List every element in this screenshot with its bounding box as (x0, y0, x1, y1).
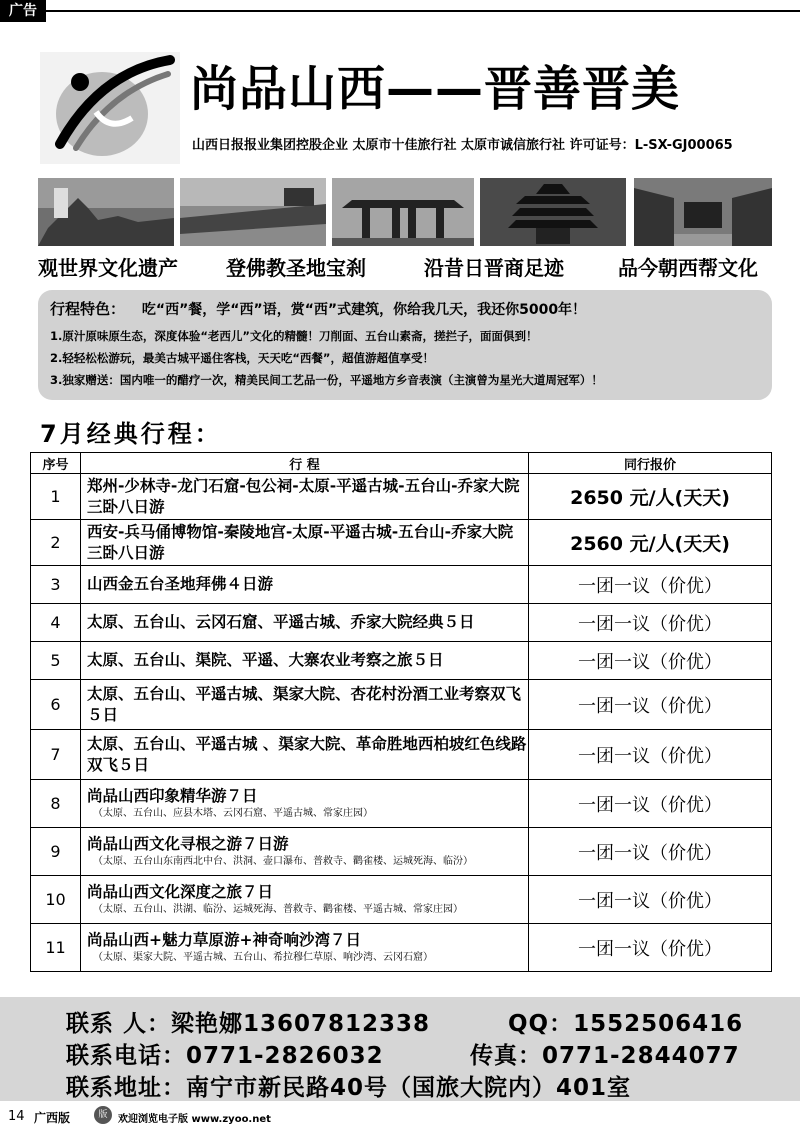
route-detail: （太原、五台山东南西北中台、洪洞、壶口瀑布、普救寺、鹳雀楼、运城死海、临汾） (93, 856, 473, 867)
row-number: 6 (31, 680, 81, 730)
table-row (31, 474, 772, 520)
route-cell (81, 828, 529, 876)
table-row (31, 730, 772, 780)
route-name: 尚品山西文化深度之旅７日 (87, 883, 274, 901)
price-value: 2560 元/人(天天) (570, 533, 730, 555)
price-value: 一团一议（价优） (578, 794, 722, 816)
contact-qq: QQ：1552506416 (508, 1011, 744, 1037)
price-cell (529, 828, 772, 876)
route-name: 山西金五台圣地拜佛４日游 (87, 575, 274, 593)
company-logo (40, 52, 180, 164)
price-value: 一团一议（价优） (578, 890, 722, 912)
edition-badge-icon: 版 (94, 1106, 112, 1124)
route-name: 太原、五台山、平遥古城、渠家大院、杏花村汾酒工业考察双飞５日 (87, 684, 522, 724)
price-value: 一团一议（价优） (578, 745, 722, 767)
contact-address: 联系地址：南宁市新民路40号（国旅大院内）401室 (66, 1075, 632, 1101)
price-value: 一团一议（价优） (578, 651, 722, 673)
row-number: 7 (31, 730, 81, 780)
photo-pagoda (38, 178, 174, 246)
route-cell (81, 642, 529, 680)
route-cell (81, 566, 529, 604)
page-title: 尚品山西——晋善晋美 (190, 61, 681, 117)
features-header (50, 298, 586, 319)
route-name: 郑州-少林寺-龙门石窟-包公祠-太原-平遥古城-五台山-乔家大院三卧八日游 (87, 476, 520, 516)
price-cell (529, 642, 772, 680)
price-value: 2650 元/人(天天) (570, 487, 730, 509)
features-intro: 吃“西”餐，学“西”语，赏“西”式建筑，你给我几天，我还你5000年！ (141, 302, 587, 318)
route-detail: （太原、渠家大院、平遥古城、五台山、希拉穆仁草原、响沙湾、云冈石窟） (93, 952, 433, 963)
slogan-temple: 登佛教圣地宝刹 (226, 256, 366, 280)
row-number: 2 (31, 520, 81, 566)
photo-courtyard (634, 178, 772, 246)
price-value: 一团一议（价优） (578, 695, 722, 717)
row-number: 4 (31, 604, 81, 642)
ad-label: 广告 (0, 0, 46, 22)
row-number: 1 (31, 474, 81, 520)
row-number: 11 (31, 924, 81, 972)
table-row (31, 520, 772, 566)
contact-band (0, 997, 800, 1101)
slogan-heritage: 观世界文化遗产 (38, 256, 178, 280)
price-value: 一团一议（价优） (578, 575, 722, 597)
price-value: 一团一议（价优） (578, 613, 722, 635)
table-row (31, 680, 772, 730)
route-name: 尚品山西+魅力草原游+神奇响沙湾７日 (87, 931, 361, 949)
slogan-row (38, 252, 772, 282)
header-no: 序号 (31, 453, 81, 474)
photo-wooden-tower (480, 178, 626, 246)
price-cell (529, 924, 772, 972)
row-number: 9 (31, 828, 81, 876)
website-link[interactable]: 欢迎浏览电子版 www.zyoo.net (118, 1114, 271, 1125)
header-route: 行 程 (81, 453, 529, 474)
table-row (31, 828, 772, 876)
price-cell (529, 566, 772, 604)
route-name: 太原、五台山、平遥古城 、渠家大院、革命胜地西柏坡红色线路双飞５日 (87, 734, 527, 774)
table-row (31, 780, 772, 828)
itinerary-table (30, 452, 772, 972)
route-cell (81, 520, 529, 566)
contact-person: 联系 人：梁艳娜13607812338 (66, 1011, 431, 1037)
price-cell (529, 520, 772, 566)
route-cell (81, 876, 529, 924)
route-cell (81, 604, 529, 642)
top-divider (46, 10, 800, 12)
page-number: 14 (8, 1109, 25, 1124)
price-cell (529, 780, 772, 828)
route-name: 太原、五台山、云冈石窟、平遥古城、乔家大院经典５日 (87, 613, 475, 631)
route-cell (81, 924, 529, 972)
contact-phone: 联系电话：0771-2826032 (66, 1043, 384, 1069)
header-price: 同行报价 (529, 453, 772, 474)
row-number: 5 (31, 642, 81, 680)
row-number: 3 (31, 566, 81, 604)
table-header-row (31, 453, 772, 474)
edition-label: 广西版 (34, 1111, 71, 1125)
slogan-culture: 品今朝西帮文化 (618, 256, 758, 280)
company-credentials: 山西日报报业集团控股企业 太原市十佳旅行社 太原市诚信旅行社 许可证号：L-SX-GJ00065 (192, 138, 733, 153)
table-row (31, 642, 772, 680)
route-name: 西安-兵马俑博物馆-秦陵地宫-太原-平遥古城-五台山-乔家大院三卧八日游 (87, 522, 514, 562)
feature-line-1: 1.原汁原味原生态，深度体验“老西儿”文化的精髓！刀削面、五台山素斋，搓拦子，面面俱到！ (50, 329, 538, 343)
table-row (31, 876, 772, 924)
price-value: 一团一议（价优） (578, 842, 722, 864)
table-row (31, 604, 772, 642)
price-cell (529, 730, 772, 780)
photo-archway (332, 178, 474, 246)
page-footer (0, 1104, 800, 1128)
photo-strip (38, 178, 772, 248)
price-value: 一团一议（价优） (578, 938, 722, 960)
route-name: 太原、五台山、渠院、平遥、大寨农业考察之旅５日 (87, 651, 444, 669)
features-box (38, 290, 772, 400)
table-row (31, 566, 772, 604)
route-detail: （太原、五台山、应县木塔、云冈石窟、平遥古城、常家庄园） (93, 808, 373, 819)
feature-line-2: 2.轻轻松松游玩，最美古城平遥住客栈，天天吃“西餐”，超值游超值享受！ (50, 351, 434, 365)
route-detail: （太原、五台山、洪湖、临汾、运城死海、普救寺、鹳雀楼、平遥古城、常家庄园） (93, 904, 463, 915)
price-cell (529, 474, 772, 520)
row-number: 8 (31, 780, 81, 828)
photo-city-wall (180, 178, 326, 246)
table-row (31, 924, 772, 972)
route-cell (81, 474, 529, 520)
price-cell (529, 680, 772, 730)
section-title: 7月经典行程： (40, 420, 222, 448)
feature-line-3: 3.独家赠送：国内唯一的醋疗一次，精美民间工艺品一份，平遥地方乡音表演（主演曾为星光大道周冠军）！ (50, 373, 603, 387)
slogan-merchant: 沿昔日晋商足迹 (424, 256, 564, 280)
route-cell (81, 780, 529, 828)
row-number: 10 (31, 876, 81, 924)
route-cell (81, 680, 529, 730)
route-name: 尚品山西印象精华游７日 (87, 787, 258, 805)
route-name: 尚品山西文化寻根之游７日游 (87, 835, 289, 853)
route-cell (81, 730, 529, 780)
price-cell (529, 876, 772, 924)
price-cell (529, 604, 772, 642)
contact-fax: 传真：0771-2844077 (470, 1043, 740, 1069)
features-label: 行程特色： (50, 300, 126, 318)
